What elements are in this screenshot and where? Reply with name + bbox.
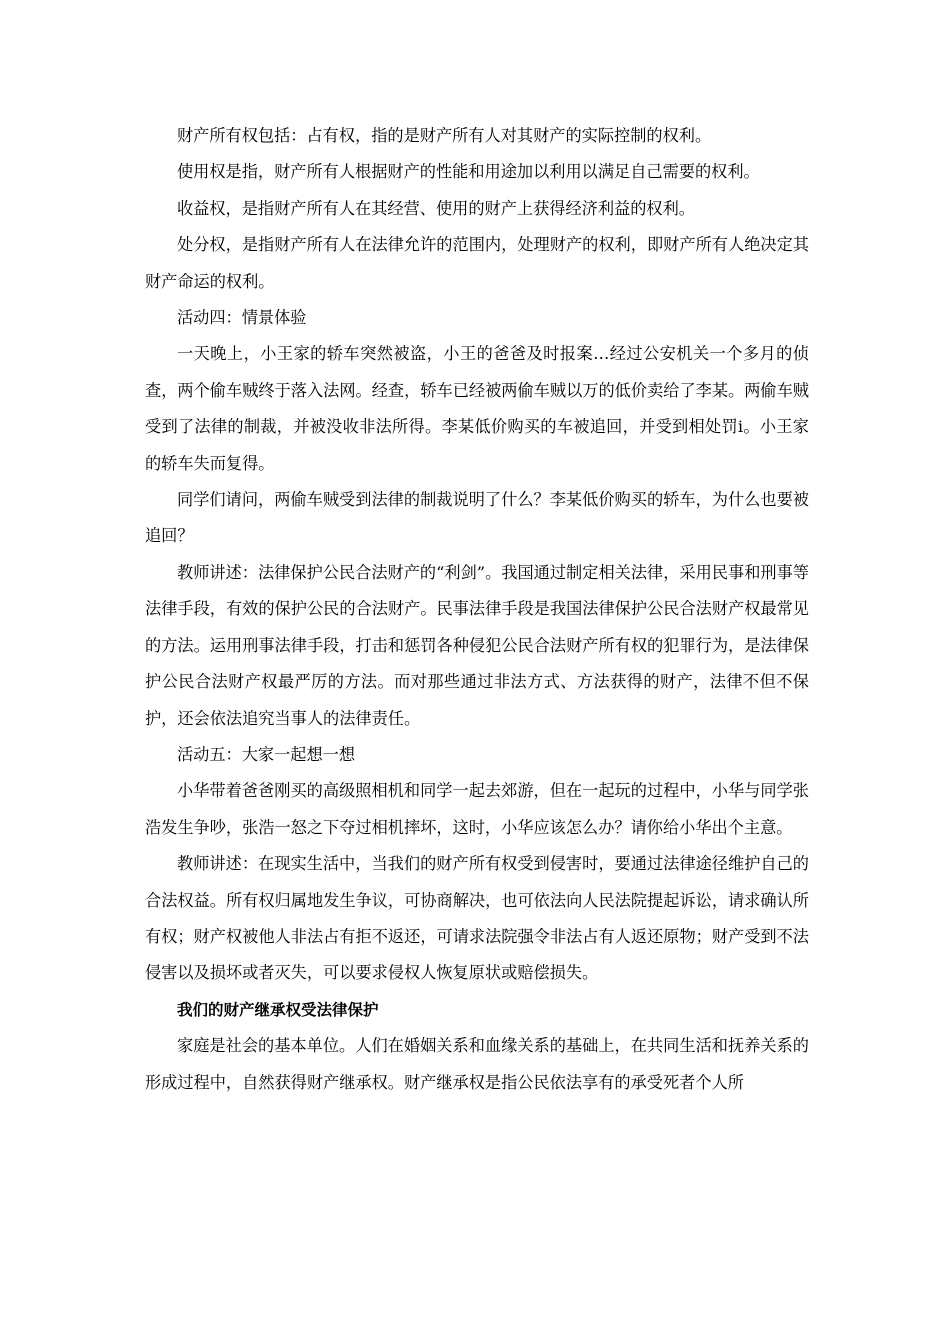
paragraph-inheritance-intro: 家庭是社会的基本单位。人们在婚姻关系和血缘关系的基础上，在共同生活和抚养关系的形成过程中，自然获得财产继承权。财产继承权是指公民依法享有的承受死者个人所: [145, 1036, 809, 1092]
paragraph-car-theft-story: 一天晚上，小王家的轿车突然被盗，小王的爸爸及时报案…经过公安机关一个多月的侦查，两个偷车贼终于落入法网。经查，轿车已经被两偷车贼以万的低价卖给了李某。两偷车贼受到了法律的制裁，并被没收非法所得。李某低价购买的车被追回，并受到相处罚i。小王家的轿车失而复得。: [145, 344, 809, 473]
document-body: [145, 118, 809, 1101]
paragraph-camera-story: 小华带着爸爸刚买的高级照相机和同学一起去郊游，但在一起玩的过程中，小华与同学张浩发生争吵，张浩一怒之下夺过相机摔坏，这时，小华应该怎么办？请你给小华出个主意。: [145, 781, 809, 837]
paragraph-disposal-right: 处分权，是指财产所有人在法律允许的范围内，处理财产的权利，即财产所有人绝决定其财产命运的权利。: [145, 235, 809, 291]
paragraph-income-right: 收益权，是指财产所有人在其经营、使用的财产上获得经济利益的权利。: [177, 198, 695, 218]
paragraph-possession-right: 财产所有权包括：占有权，指的是财产所有人对其财产的实际控制的权利。: [177, 126, 712, 145]
paragraph-student-question: 同学们请问，两偷车贼受到法律的制裁说明了什么？李某低价购买的轿车，为什么也要被追回？: [145, 490, 809, 546]
activity-four-title: 活动四：情景体验: [177, 308, 307, 328]
activity-five-title: 活动五：大家一起想一想: [177, 744, 356, 764]
paragraph-use-right: 使用权是指，财产所有人根据财产的性能和用途加以利用以满足自己需要的权利。: [177, 162, 760, 182]
paragraph-teacher-lecture-law: 教师讲述：法律保护公民合法财产的“利剑”。我国通过制定相关法律，采用民事和刑事等法律手段，有效的保护公民的合法财产。民事法律手段是我国法律保护公民合法财产权最常见的方法。运用刑事法律手段，打击和惩罚各种侵犯公民合法财产所有权的犯罪行为，是法律保护公民合法财产权最严厉的方法。而对那些通过非法方式、方法获得的财产，法律不但不保护，还会依法追究当事人的法律责任。: [145, 562, 809, 728]
section-heading-inheritance: 我们的财产继承权受法律保护: [177, 1000, 379, 1019]
paragraph-teacher-lecture-rights: 教师讲述：在现实生活中，当我们的财产所有权受到侵害时，要通过法律途径维护自己的合法权益。所有权归属地发生争议，可协商解决，也可依法向人民法院提起诉讼，请求确认所有权；财产权被他人非法占有拒不返还，可请求法院强令非法占有人返还原物；财产受到不法侵害以及损坏或者灭失，可以要求侵权人恢复原状或赔偿损失。: [145, 854, 809, 983]
